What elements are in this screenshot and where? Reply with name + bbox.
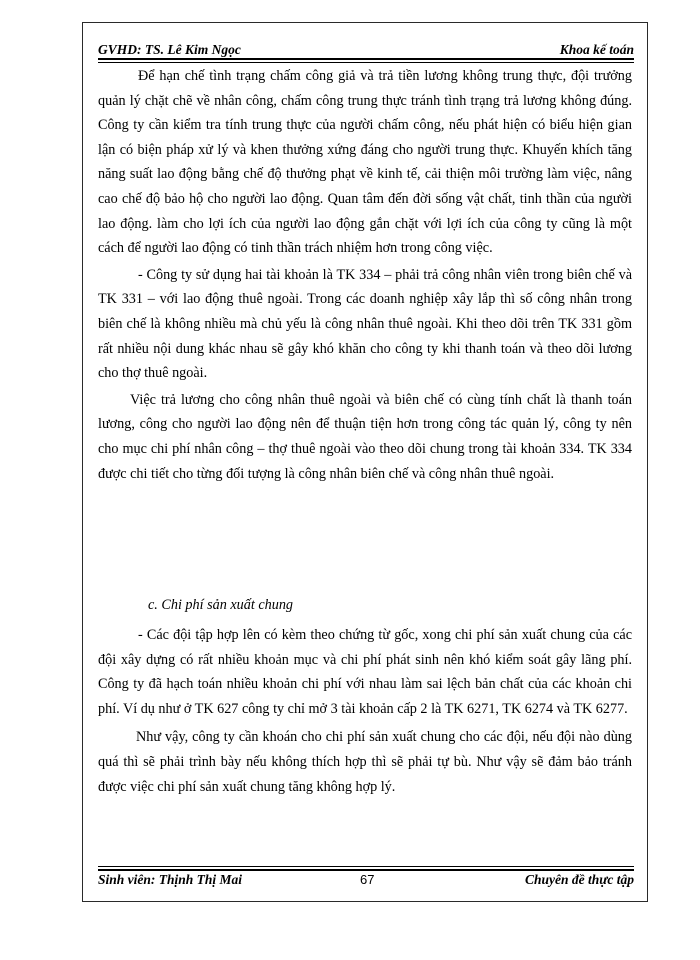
section-body	[98, 623, 632, 799]
footer-student: Sinh viên: Thịnh Thị Mai	[98, 872, 243, 887]
page-number: 67	[360, 872, 375, 887]
paragraph: Việc trả lương cho công nhân thuê ngoài và biên chế có cùng tính chất là thanh toán lương, công cho người lao động nên để thuận tiện hơn trong công tác quản lý, công ty nên cho mục chi phí nhân công – thợ thuê ngoài vào theo dõi chung trong tài khoản 334. TK 334 được chi tiết cho từng đối tượng là công nhân biên chế và công nhân thuê ngoài.	[98, 391, 632, 482]
paragraph: - Công ty sử dụng hai tài khoản là TK 334 – phải trả công nhân viên trong biên chế và TK 331 – với lao động thuê ngoài. Trong các doanh nghiệp xây lắp thì số công nhân trong biên chế là không nhiều mà chủ yếu là công nhân thuê ngoài. Khi theo dõi trên TK 331 gồm rất nhiều nội dung khác nhau sẽ gây khó khăn cho công ty khi thanh toán và theo dõi lương cho thợ thuê ngoài.	[98, 266, 632, 382]
header-divider	[98, 58, 634, 63]
main-body	[98, 64, 632, 486]
page-footer	[98, 872, 634, 892]
section-heading: c. Chi phí sản xuất chung	[148, 597, 294, 613]
header-faculty: Khoa kế toán	[559, 42, 634, 57]
footer-title: Chuyên đề thực tập	[525, 872, 634, 887]
page-header	[98, 38, 634, 60]
paragraph: Như vậy, công ty cần khoán cho chi phí sản xuất chung cho các đội, nếu đội nào dùng quá thì sẽ phải trình bày nếu không thích hợp thì sẽ phải tự bù. Như vậy sẽ đảm bảo tránh được việc chi phí sản xuất chung tăng không hợp lý.	[98, 729, 632, 795]
paragraph: Để hạn chế tình trạng chấm công giả và trả tiền lương không trung thực, đội trưởng quản lý chặt chẽ về nhân công, chấm công trung thực tránh tình trạng trả lương không đúng. Công ty cần kiểm tra tính trung thực của người chấm công, nếu phát hiện có biểu hiện gian lận có biện pháp xử lý và khen thưởng xứng đáng cho người trung thực. Khuyến khích tăng năng suất lao động bằng chế độ thưởng phạt về kinh tế, cải thiện môi trường làm việc, nâng cao chế độ bảo hộ cho người lao động. Quan tâm đến đời sống vật chất, tinh thần của người lao động. làm cho lợi ích của người lao động gắn chặt với lợi ích của công ty cũng là một cách để người lao động có tinh thần trách nhiệm hơn trong công việc.	[98, 68, 632, 257]
paragraph: - Các đội tập hợp lên có kèm theo chứng từ gốc, xong chi phí sản xuất chung của các đội xây dựng có rất nhiều khoản mục và chi phí phát sinh nên khó kiểm soát gây lãng phí. Công ty đã hạch toán nhiều khoản chi phí với nhau làm sai lệch bản chất của các khoản chi phí. Ví dụ như ở TK 627 công ty chỉ mở 3 tài khoản cấp 2 là TK 6271, TK 6274 và TK 6277.	[98, 627, 632, 717]
header-advisor: GVHD: TS. Lê Kim Ngọc	[98, 42, 241, 57]
footer-divider	[98, 866, 634, 871]
